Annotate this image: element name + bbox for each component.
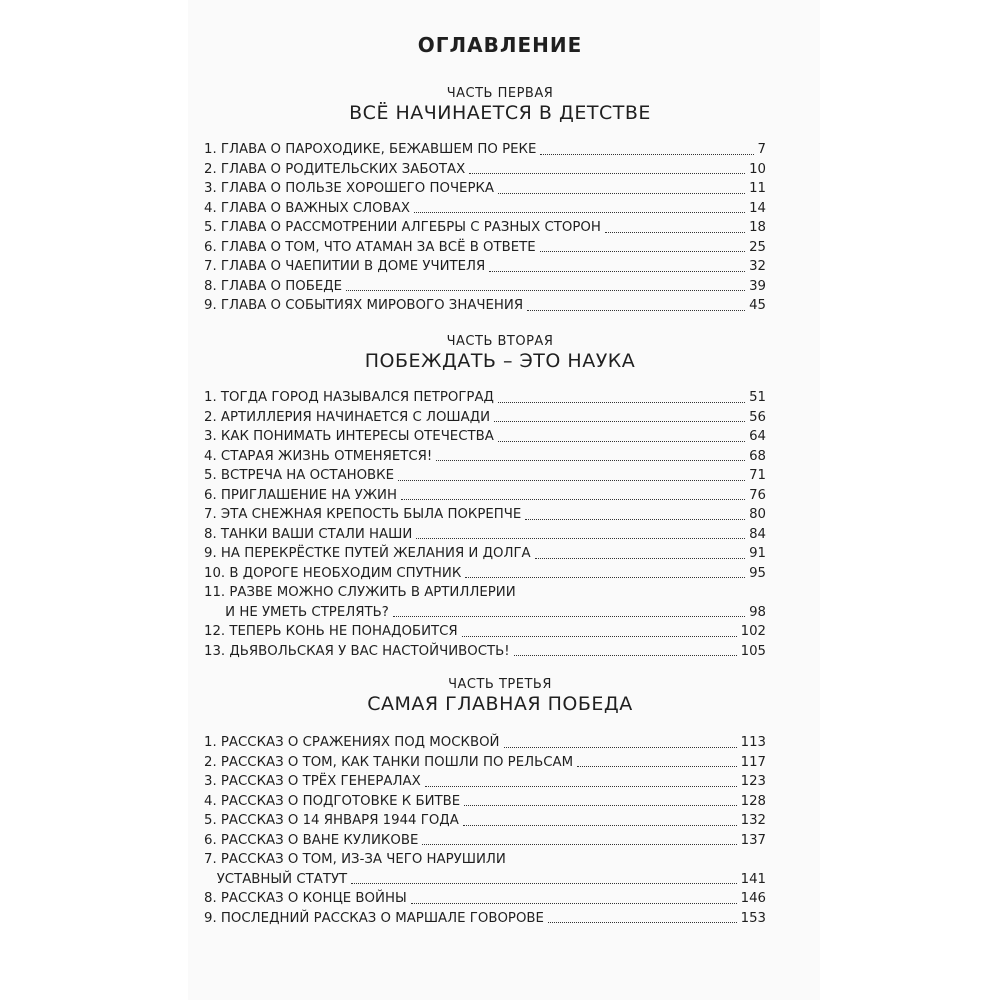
- dot-leader: [527, 310, 745, 311]
- toc-entry: [204, 831, 766, 851]
- dot-leader: [469, 173, 745, 174]
- toc-page-number: 117: [740, 754, 766, 770]
- toc-page-number: 25: [749, 239, 766, 255]
- dot-leader: [351, 883, 736, 884]
- toc-entry-title: 3. ГЛАВА О ПОЛЬЗЕ ХОРОШЕГО ПОЧЕРКА: [204, 181, 495, 196]
- toc-page-number: 113: [740, 735, 766, 750]
- toc-page-number: 137: [740, 832, 766, 848]
- toc-entry: [204, 544, 766, 564]
- dot-leader: [525, 519, 745, 520]
- toc-entry-title: 7. ЭТА СНЕЖНАЯ КРЕПОСТЬ БЫЛА ПОКРЕПЧЕ: [204, 507, 522, 522]
- toc-entry-title: 4. ГЛАВА О ВАЖНЫХ СЛОВАХ: [204, 200, 410, 216]
- dot-leader: [462, 636, 737, 637]
- toc-page-number: 91: [749, 546, 766, 561]
- dot-leader: [416, 538, 745, 539]
- dot-leader: [489, 271, 745, 272]
- toc-entry: [204, 447, 766, 467]
- toc-page-number: 64: [749, 429, 766, 444]
- toc-entry-title: 1. РАССКАЗ О СРАЖЕНИЯХ ПОД МОСКВОЙ: [204, 735, 500, 750]
- part-2-title: ПОБЕЖДАТЬ – ЭТО НАУКА: [364, 350, 636, 372]
- dot-leader: [540, 154, 753, 155]
- toc-entry: [204, 179, 766, 199]
- toc-entry: [204, 257, 766, 277]
- toc-entry-title: 2. РАССКАЗ О ТОМ, КАК ТАНКИ ПОШЛИ ПО РЕЛЬСАМ: [204, 754, 574, 770]
- part-3-label: ЧАСТЬ ТРЕТЬЯ: [448, 677, 552, 692]
- toc-page-number: 32: [749, 259, 766, 274]
- toc-entry-title: 5. РАССКАЗ О 14 ЯНВАРЯ 1944 ГОДА: [204, 813, 459, 828]
- toc-entry-title: 3. РАССКАЗ О ТРЁХ ГЕНЕРАЛАХ: [204, 774, 421, 789]
- toc-page-number: 105: [740, 643, 766, 659]
- part-2-label: ЧАСТЬ ВТОРАЯ: [446, 334, 554, 349]
- toc-entry-title: 9. ПОСЛЕДНИЙ РАССКАЗ О МАРШАЛЕ ГОВОРОВЕ: [204, 910, 544, 926]
- toc-page-number: 141: [740, 871, 766, 887]
- toc-entry-title: 10. В ДОРОГЕ НЕОБХОДИМ СПУТНИК: [204, 565, 462, 581]
- toc-page-number: 80: [749, 507, 766, 522]
- toc-entry: [204, 466, 766, 486]
- toc-entry-title: 5. ГЛАВА О РАССМОТРЕНИИ АЛГЕБРЫ С РАЗНЫХ СТОРОН: [204, 220, 601, 235]
- toc-page-number: 132: [740, 813, 766, 828]
- toc-entry-title: 2. АРТИЛЛЕРИЯ НАЧИНАЕТСЯ С ЛОШАДИ: [204, 409, 491, 425]
- toc-entry-title: 4. РАССКАЗ О ПОДГОТОВКЕ К БИТВЕ: [204, 793, 461, 809]
- toc-entry-title: 9. ГЛАВА О СОБЫТИЯХ МИРОВОГО ЗНАЧЕНИЯ: [204, 298, 524, 313]
- toc-page-number: 68: [749, 448, 766, 464]
- toc-entry-line1: [204, 850, 766, 870]
- toc-entry: [204, 199, 766, 219]
- toc-entry: [204, 238, 766, 258]
- toc-entry-title: 5. ВСТРЕЧА НА ОСТАНОВКЕ: [204, 468, 395, 483]
- toc-page-number: 45: [749, 298, 766, 313]
- toc-entry: [204, 525, 766, 545]
- toc-entry: [204, 811, 766, 831]
- toc-page-number: 14: [749, 200, 766, 216]
- part-3-title: САМАЯ ГЛАВНАЯ ПОБЕДА: [367, 693, 633, 715]
- toc-page-number: 146: [740, 891, 766, 906]
- toc-entry-line1: [204, 583, 766, 603]
- toc-entry-title: 1. ТОГДА ГОРОД НАЗЫВАЛСЯ ПЕТРОГРАД: [204, 390, 494, 405]
- toc-entry: [204, 792, 766, 812]
- dot-leader: [605, 232, 745, 233]
- dot-leader: [540, 251, 745, 252]
- dot-leader: [465, 577, 745, 578]
- toc-entry-title-continued: УСТАВНЫЙ СТАТУТ: [216, 871, 348, 887]
- toc-page-number: 123: [740, 774, 766, 789]
- toc-entry-title: 12. ТЕПЕРЬ КОНЬ НЕ ПОНАДОБИТСЯ: [204, 624, 458, 639]
- part-1-title: ВСЁ НАЧИНАЕТСЯ В ДЕТСТВЕ: [349, 102, 651, 124]
- toc-entry-title: 7. ГЛАВА О ЧАЕПИТИИ В ДОМЕ УЧИТЕЛЯ: [204, 259, 486, 274]
- dot-leader: [494, 421, 745, 422]
- part-1-label: ЧАСТЬ ПЕРВАЯ: [446, 86, 554, 101]
- toc-entry-title: 8. ТАНКИ ВАШИ СТАЛИ НАШИ: [204, 526, 413, 542]
- toc-entry-title: 4. СТАРАЯ ЖИЗНЬ ОТМЕНЯЕТСЯ!: [204, 448, 433, 464]
- toc-entry-title: 9. НА ПЕРЕКРЁСТКЕ ПУТЕЙ ЖЕЛАНИЯ И ДОЛГА: [204, 546, 531, 561]
- toc-entry-title: 13. ДЬЯВОЛЬСКАЯ У ВАС НАСТОЙЧИВОСТЬ!: [204, 643, 510, 659]
- toc-entry-title: 7. РАССКАЗ О ТОМ, ИЗ-ЗА ЧЕГО НАРУШИЛИ: [204, 852, 506, 867]
- toc-entry: [204, 388, 766, 408]
- dot-leader: [464, 805, 736, 806]
- toc-entry: [204, 218, 766, 238]
- toc-entry: [204, 909, 766, 929]
- dot-leader: [393, 616, 745, 617]
- toc-entry: [204, 277, 766, 297]
- dot-leader: [498, 402, 745, 403]
- dot-leader: [401, 499, 745, 500]
- toc-part-3: [204, 733, 766, 928]
- toc-page-number: 56: [749, 409, 766, 425]
- toc-entry-title: 6. ПРИГЛАШЕНИЕ НА УЖИН: [204, 487, 397, 503]
- toc-entry-title: 8. РАССКАЗ О КОНЦЕ ВОЙНЫ: [204, 891, 407, 906]
- toc-entry: [204, 603, 766, 623]
- toc-entry: [204, 870, 766, 890]
- toc-page-number: 153: [740, 910, 766, 926]
- toc-part-2: [204, 388, 766, 661]
- toc-entry: [204, 733, 766, 753]
- toc-page-number: 51: [749, 390, 766, 405]
- toc-page-number: 128: [740, 793, 766, 809]
- dot-leader: [514, 655, 737, 656]
- dot-leader: [422, 844, 736, 845]
- dot-leader: [577, 766, 737, 767]
- toc-entry: [204, 160, 766, 180]
- page-title: ОГЛАВЛЕНИЕ: [417, 33, 583, 57]
- dot-leader: [414, 212, 745, 213]
- dot-leader: [504, 747, 737, 748]
- toc-page-number: 11: [749, 181, 766, 196]
- dot-leader: [463, 825, 737, 826]
- dot-leader: [548, 922, 737, 923]
- toc-page-number: 76: [749, 487, 766, 503]
- toc-entry: [204, 427, 766, 447]
- dot-leader: [411, 903, 737, 904]
- toc-entry: [204, 140, 766, 160]
- toc-entry: [204, 505, 766, 525]
- dot-leader: [398, 480, 745, 481]
- toc-page-number: 18: [749, 220, 766, 235]
- toc-page-number: 102: [740, 624, 766, 639]
- toc-page-number: 7: [757, 142, 766, 157]
- toc-entry-title: 11. РАЗВЕ МОЖНО СЛУЖИТЬ В АРТИЛЛЕРИИ: [204, 585, 516, 600]
- toc-entry-title: 6. РАССКАЗ О ВАНЕ КУЛИКОВЕ: [204, 832, 419, 848]
- toc-entry: [204, 622, 766, 642]
- toc-entry: [204, 889, 766, 909]
- toc-page-number: 10: [749, 161, 766, 177]
- toc-page-number: 84: [749, 526, 766, 542]
- toc-entry: [204, 642, 766, 662]
- toc-entry: [204, 486, 766, 506]
- toc-entry-title-continued: И НЕ УМЕТЬ СТРЕЛЯТЬ?: [225, 604, 389, 620]
- toc-entry: [204, 408, 766, 428]
- toc-page-number: 39: [749, 278, 766, 294]
- toc-page-number: 98: [749, 604, 766, 620]
- dot-leader: [436, 460, 745, 461]
- dot-leader: [498, 441, 745, 442]
- toc-entry-title: 3. КАК ПОНИМАТЬ ИНТЕРЕСЫ ОТЕЧЕСТВА: [204, 429, 494, 444]
- dot-leader: [346, 290, 745, 291]
- toc-page-number: 71: [749, 468, 766, 483]
- dot-leader: [498, 193, 745, 194]
- toc-entry-title: 8. ГЛАВА О ПОБЕДЕ: [204, 278, 343, 294]
- toc-page-number: 95: [749, 565, 766, 581]
- toc-entry-title: 6. ГЛАВА О ТОМ, ЧТО АТАМАН ЗА ВСЁ В ОТВЕТЕ: [204, 239, 536, 255]
- toc-entry: [204, 772, 766, 792]
- toc-entry: [204, 564, 766, 584]
- toc-entry: [204, 753, 766, 773]
- toc-entry-title: 1. ГЛАВА О ПАРОХОДИКЕ, БЕЖАВШЕМ ПО РЕКЕ: [204, 142, 537, 157]
- dot-leader: [535, 558, 745, 559]
- toc-entry-title: 2. ГЛАВА О РОДИТЕЛЬСКИХ ЗАБОТАХ: [204, 161, 466, 177]
- toc-entry: [204, 296, 766, 316]
- dot-leader: [425, 786, 737, 787]
- toc-part-1: [204, 140, 766, 316]
